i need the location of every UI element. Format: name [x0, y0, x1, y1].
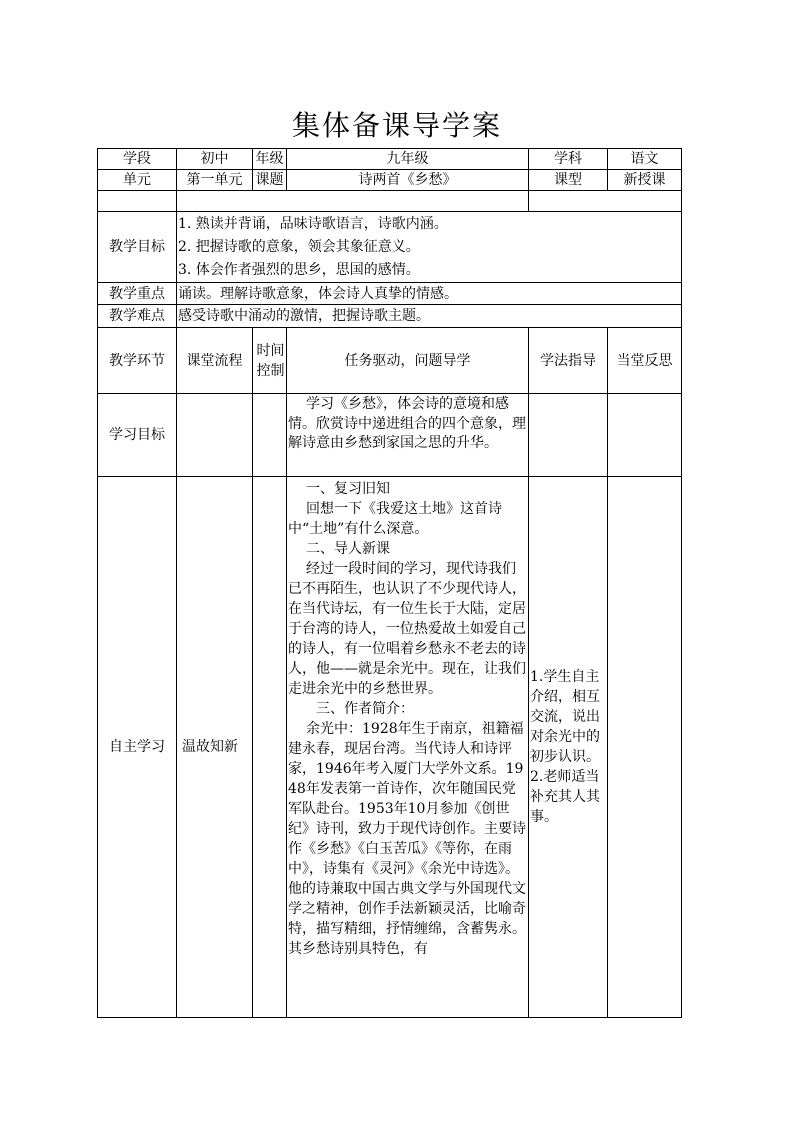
- self-study-row: [98, 477, 682, 1018]
- objective-task: 学习《乡愁》，体会诗的意境和感情。欣赏诗中递进组合的四个意象，理解诗意由乡愁到家国之思的升华。: [287, 394, 529, 477]
- difficulty-row: [98, 305, 682, 328]
- unit-label: 单元: [98, 170, 177, 191]
- subject-label: 学科: [529, 149, 608, 170]
- objective-time: [253, 394, 287, 477]
- goals-label: 教学目标: [98, 212, 177, 283]
- goal-item: 2. 把握诗歌的意象，领会其象征意义。: [178, 238, 420, 255]
- stage-label: 学段: [98, 149, 177, 170]
- col-stage: 教学环节: [98, 328, 177, 394]
- grade-label: 年级: [253, 149, 287, 170]
- col-reflection: 当堂反思: [608, 328, 682, 394]
- goals-list: [177, 212, 682, 283]
- unit-value: 第一单元: [177, 170, 253, 191]
- type-value: 新授课: [608, 170, 682, 191]
- col-flow: 课堂流程: [177, 328, 253, 394]
- task-paragraph: 二、导人新课: [306, 541, 390, 557]
- self-study-flow: 温故知新: [177, 477, 253, 1018]
- stage-value: 初中: [177, 149, 253, 170]
- objective-row: [98, 394, 682, 477]
- difficulty-text: 感受诗歌中涌动的激情，把握诗歌主题。: [177, 305, 682, 328]
- self-study-method: 1.学生自主介绍，相互交流，说出对余光中的初步认识。2.老师适当补充其人其事。: [529, 477, 608, 1018]
- task-paragraph: 经过一段时间的学习，现代诗我们已不再陌生，也认识了不少现代诗人，在当代诗坛，有一位生长于大陆，定居于台湾的诗人，一位热爱故土如爱自己的诗人，有一位唱着乡愁永不老去的诗人，他——就是余光中。现在，让我们走进余光中的乡愁世界。: [288, 561, 526, 697]
- key-point-text: 诵读。理解诗歌意象，体会诗人真挚的情感。: [177, 283, 682, 305]
- task-paragraph: 回想一下《我爱这土地》这首诗中“土地”有什么深意。: [288, 501, 502, 537]
- col-method: 学法指导: [529, 328, 608, 394]
- objective-flow: [177, 394, 253, 477]
- grade-value: 九年级: [287, 149, 529, 170]
- objective-stage: 学习目标: [98, 394, 177, 477]
- blank-row: [98, 191, 682, 212]
- blank-cell: [98, 191, 177, 212]
- blank-cell: [529, 191, 682, 212]
- self-study-time: [253, 477, 287, 1018]
- lesson-plan-table: [97, 148, 682, 1018]
- blank-cell: [177, 191, 529, 212]
- subject-value: 语文: [608, 149, 682, 170]
- key-point-label: 教学重点: [98, 283, 177, 305]
- task-paragraph: 余光中：1928年生于南京，祖籍福建永春，现居台湾。当代诗人和诗评家，1946年考入厦门大学外文系。1948年发表第一首诗作，次年随国民党军队赴台。1953年10月参加《创世纪》诗刊，致力于现代诗创作。主要诗作《乡愁》《白玉苦瓜》《等你，在雨中》，诗集有《灵河》《余光中诗选》。他的诗兼取中国古典文学与外国现代文学之精神，创作手法新颖灵活，比喻奇特，描写精细，抒情缠绵，含蓄隽永。其乡愁诗别具特色，有: [288, 721, 526, 957]
- col-time: 时间控制: [253, 328, 287, 394]
- col-task: 任务驱动，问题导学: [287, 328, 529, 394]
- type-label: 课型: [529, 170, 608, 191]
- objective-method: [529, 394, 608, 477]
- goals-row: [98, 212, 682, 283]
- goal-item: 3. 体会作者强烈的思乡，思国的感情。: [178, 261, 420, 278]
- self-study-stage: 自主学习: [98, 477, 177, 1018]
- difficulty-label: 教学难点: [98, 305, 177, 328]
- self-study-reflection: [608, 477, 682, 1018]
- objective-reflection: [608, 394, 682, 477]
- self-study-task: [287, 477, 529, 1018]
- key-point-row: [98, 283, 682, 305]
- header-row-2: [98, 170, 682, 191]
- page-title: 集体备课导学案: [291, 109, 502, 142]
- column-header-row: [98, 328, 682, 394]
- header-row-1: [98, 149, 682, 170]
- topic-value: 诗两首《乡愁》: [287, 170, 529, 191]
- goal-item: 1. 熟读并背诵，品味诗歌语言，诗歌内涵。: [178, 215, 448, 232]
- task-paragraph: 一、复习旧知: [306, 481, 390, 497]
- task-paragraph: 三、作者简介：: [316, 701, 414, 717]
- topic-label: 课题: [253, 170, 287, 191]
